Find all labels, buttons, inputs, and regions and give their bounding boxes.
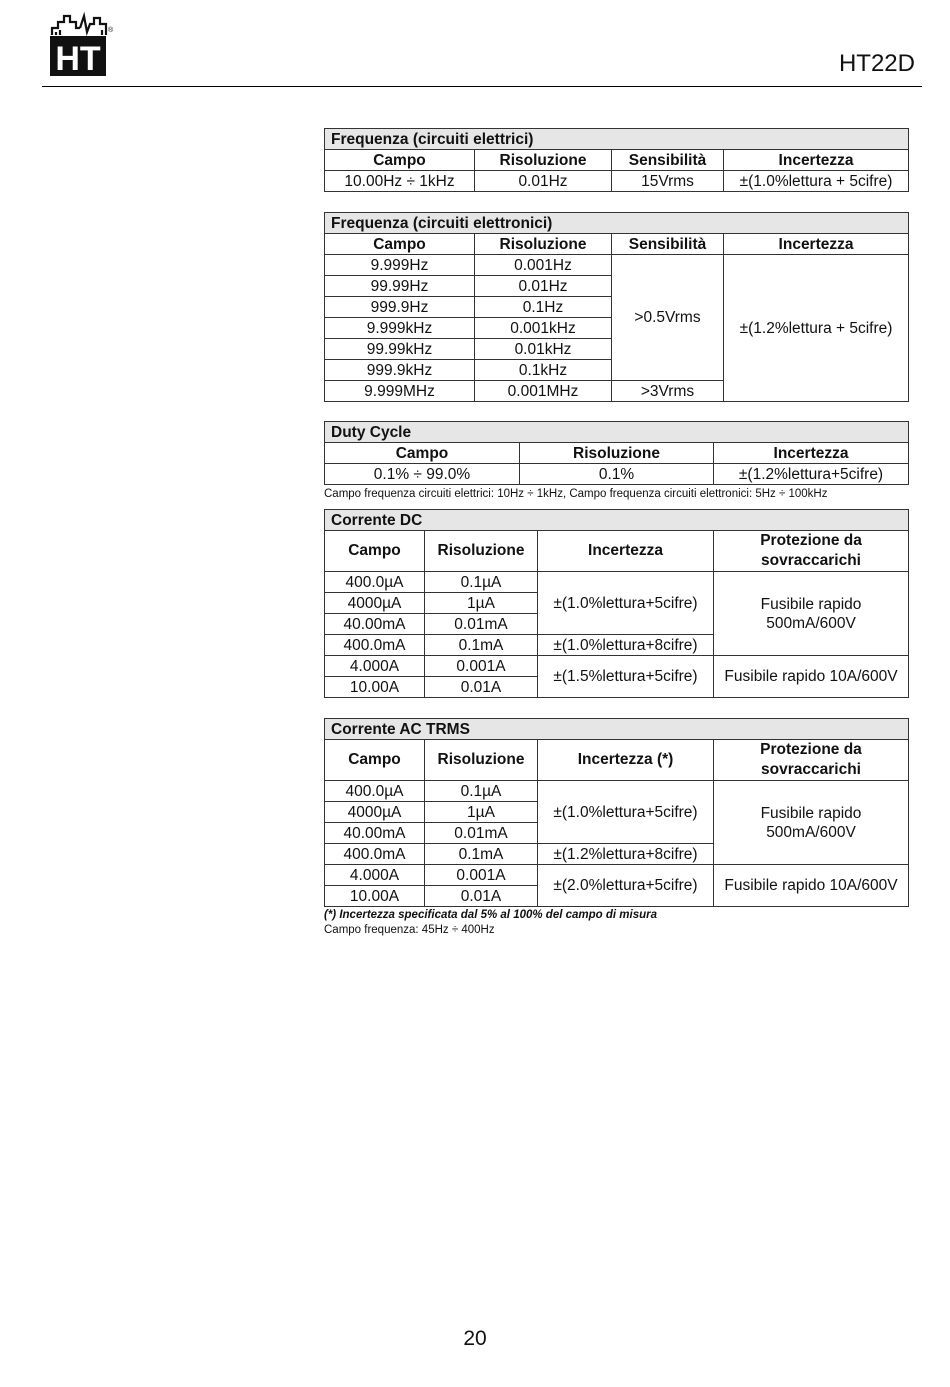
ht-logo xyxy=(50,8,112,83)
duty-cycle-section xyxy=(324,421,908,502)
dc-current-section xyxy=(324,509,908,698)
col-header: Risoluzione xyxy=(425,531,538,572)
col-header: Campo xyxy=(325,150,475,171)
cell-resolution: 0.001A xyxy=(425,656,538,677)
table-title: Corrente AC TRMS xyxy=(325,719,909,740)
cell-range: 4.000A xyxy=(325,656,425,677)
cell-range: 400.0mA xyxy=(325,635,425,656)
cell-uncertainty: ±(1.0%lettura + 5cifre) xyxy=(724,171,909,192)
dc-current-table xyxy=(324,509,909,698)
cell-uncertainty: ±(1.0%lettura+5cifre) xyxy=(538,572,714,635)
table-row xyxy=(325,656,909,677)
header-rule xyxy=(42,86,922,87)
col-header: Campo xyxy=(325,443,520,464)
table-title: Frequenza (circuiti elettrici) xyxy=(325,129,909,150)
cell-uncertainty: ±(2.0%lettura+5cifre) xyxy=(538,865,714,907)
cell-range: 999.9kHz xyxy=(325,360,475,381)
col-header: Incertezza xyxy=(724,150,909,171)
cell-uncertainty: ±(1.5%lettura+5cifre) xyxy=(538,656,714,698)
cell-protection: Fusibile rapido 10A/600V xyxy=(714,865,909,907)
col-header: Risoluzione xyxy=(475,150,612,171)
cell-resolution: 0.001kHz xyxy=(475,318,612,339)
cell-resolution: 0.1kHz xyxy=(475,360,612,381)
cell-resolution: 0.1mA xyxy=(425,635,538,656)
logo-text: HT xyxy=(55,40,101,78)
col-header: Risoluzione xyxy=(475,234,612,255)
col-header: Campo xyxy=(325,740,425,781)
cell-uncertainty: ±(1.2%lettura+8cifre) xyxy=(538,844,714,865)
table-row xyxy=(325,781,909,802)
cell-protection: Fusibile rapido 500mA/600V xyxy=(714,572,909,656)
table-row xyxy=(325,255,909,276)
table-title: Duty Cycle xyxy=(325,422,909,443)
cell-protection: Fusibile rapido 10A/600V xyxy=(714,656,909,698)
cell-range: 10.00A xyxy=(325,886,425,907)
cell-range: 40.00mA xyxy=(325,823,425,844)
cell-range: 4.000A xyxy=(325,865,425,886)
table-row xyxy=(325,865,909,886)
col-header: Risoluzione xyxy=(425,740,538,781)
freq-elec-table xyxy=(324,128,909,192)
cell-protection: Fusibile rapido 500mA/600V xyxy=(714,781,909,865)
col-header: Sensibilità xyxy=(612,150,724,171)
svg-text:®: ® xyxy=(108,27,114,34)
cell-resolution: 0.01mA xyxy=(425,614,538,635)
col-header: Incertezza xyxy=(538,531,714,572)
cell-resolution: 0.01A xyxy=(425,677,538,698)
cell-range: 4000µA xyxy=(325,802,425,823)
duty-note: Campo frequenza circuiti elettrici: 10Hz ÷ 1kHz, Campo frequenza circuiti elettronici: 5Hz ÷ 100kHz xyxy=(324,488,828,500)
col-header: Campo xyxy=(325,234,475,255)
col-header: Protezione da sovraccarichi xyxy=(714,531,909,572)
cell-resolution: 0.1% xyxy=(520,464,714,485)
cell-range: 400.0mA xyxy=(325,844,425,865)
col-header: Incertezza xyxy=(714,443,909,464)
ac-footnote: (*) Incertezza specificata dal 5% al 100% del campo di misura xyxy=(324,909,657,921)
cell-range: 9.999Hz xyxy=(325,255,475,276)
cell-uncertainty: ±(1.0%lettura+5cifre) xyxy=(538,781,714,844)
cell-resolution: 1µA xyxy=(425,802,538,823)
col-header: Campo xyxy=(325,531,425,572)
ac-current-section xyxy=(324,718,908,938)
cell-range: 0.1% ÷ 99.0% xyxy=(325,464,520,485)
cell-resolution: 0.1µA xyxy=(425,572,538,593)
cell-range: 4000µA xyxy=(325,593,425,614)
ac-frequency-note: Campo frequenza: 45Hz ÷ 400Hz xyxy=(324,924,495,936)
col-header: Sensibilità xyxy=(612,234,724,255)
freq-electronic-table xyxy=(324,212,909,402)
table-row xyxy=(325,171,909,192)
table-row xyxy=(325,464,909,485)
col-header: Incertezza (*) xyxy=(538,740,714,781)
cell-resolution: 0.1mA xyxy=(425,844,538,865)
cell-range: 40.00mA xyxy=(325,614,425,635)
cell-sensitivity: >3Vrms xyxy=(612,381,724,402)
ac-current-table xyxy=(324,718,909,907)
col-header: Risoluzione xyxy=(520,443,714,464)
freq-elec-section xyxy=(324,128,908,192)
cell-resolution: 0.01A xyxy=(425,886,538,907)
table-row xyxy=(325,572,909,593)
freq-electronic-section xyxy=(324,212,908,402)
cell-resolution: 0.01Hz xyxy=(475,171,612,192)
cell-resolution: 0.001Hz xyxy=(475,255,612,276)
cell-range: 99.99Hz xyxy=(325,276,475,297)
cell-range: 400.0µA xyxy=(325,781,425,802)
cell-range: 999.9Hz xyxy=(325,297,475,318)
cell-range: 9.999kHz xyxy=(325,318,475,339)
cell-range: 9.999MHz xyxy=(325,381,475,402)
cell-resolution: 0.001A xyxy=(425,865,538,886)
cell-range: 10.00A xyxy=(325,677,425,698)
cell-resolution: 0.1Hz xyxy=(475,297,612,318)
cell-range: 10.00Hz ÷ 1kHz xyxy=(325,171,475,192)
cell-sensitivity: >0.5Vrms xyxy=(612,255,724,381)
duty-cycle-table xyxy=(324,421,909,485)
cell-resolution: 0.001MHz xyxy=(475,381,612,402)
cell-resolution: 0.01kHz xyxy=(475,339,612,360)
model-name: HT22D xyxy=(838,50,915,77)
cell-range: 99.99kHz xyxy=(325,339,475,360)
cell-uncertainty: ±(1.0%lettura+8cifre) xyxy=(538,635,714,656)
cell-uncertainty: ±(1.2%lettura+5cifre) xyxy=(714,464,909,485)
cell-range: 400.0µA xyxy=(325,572,425,593)
col-header: Protezione da sovraccarichi xyxy=(714,740,909,781)
page-number: 20 xyxy=(463,1327,487,1350)
col-header: Incertezza xyxy=(724,234,909,255)
table-title: Corrente DC xyxy=(325,510,909,531)
cell-resolution: 0.1µA xyxy=(425,781,538,802)
cell-resolution: 0.01mA xyxy=(425,823,538,844)
cell-sensitivity: 15Vrms xyxy=(612,171,724,192)
cell-uncertainty: ±(1.2%lettura + 5cifre) xyxy=(724,255,909,402)
cell-resolution: 0.01Hz xyxy=(475,276,612,297)
cell-resolution: 1µA xyxy=(425,593,538,614)
table-title: Frequenza (circuiti elettronici) xyxy=(325,213,909,234)
